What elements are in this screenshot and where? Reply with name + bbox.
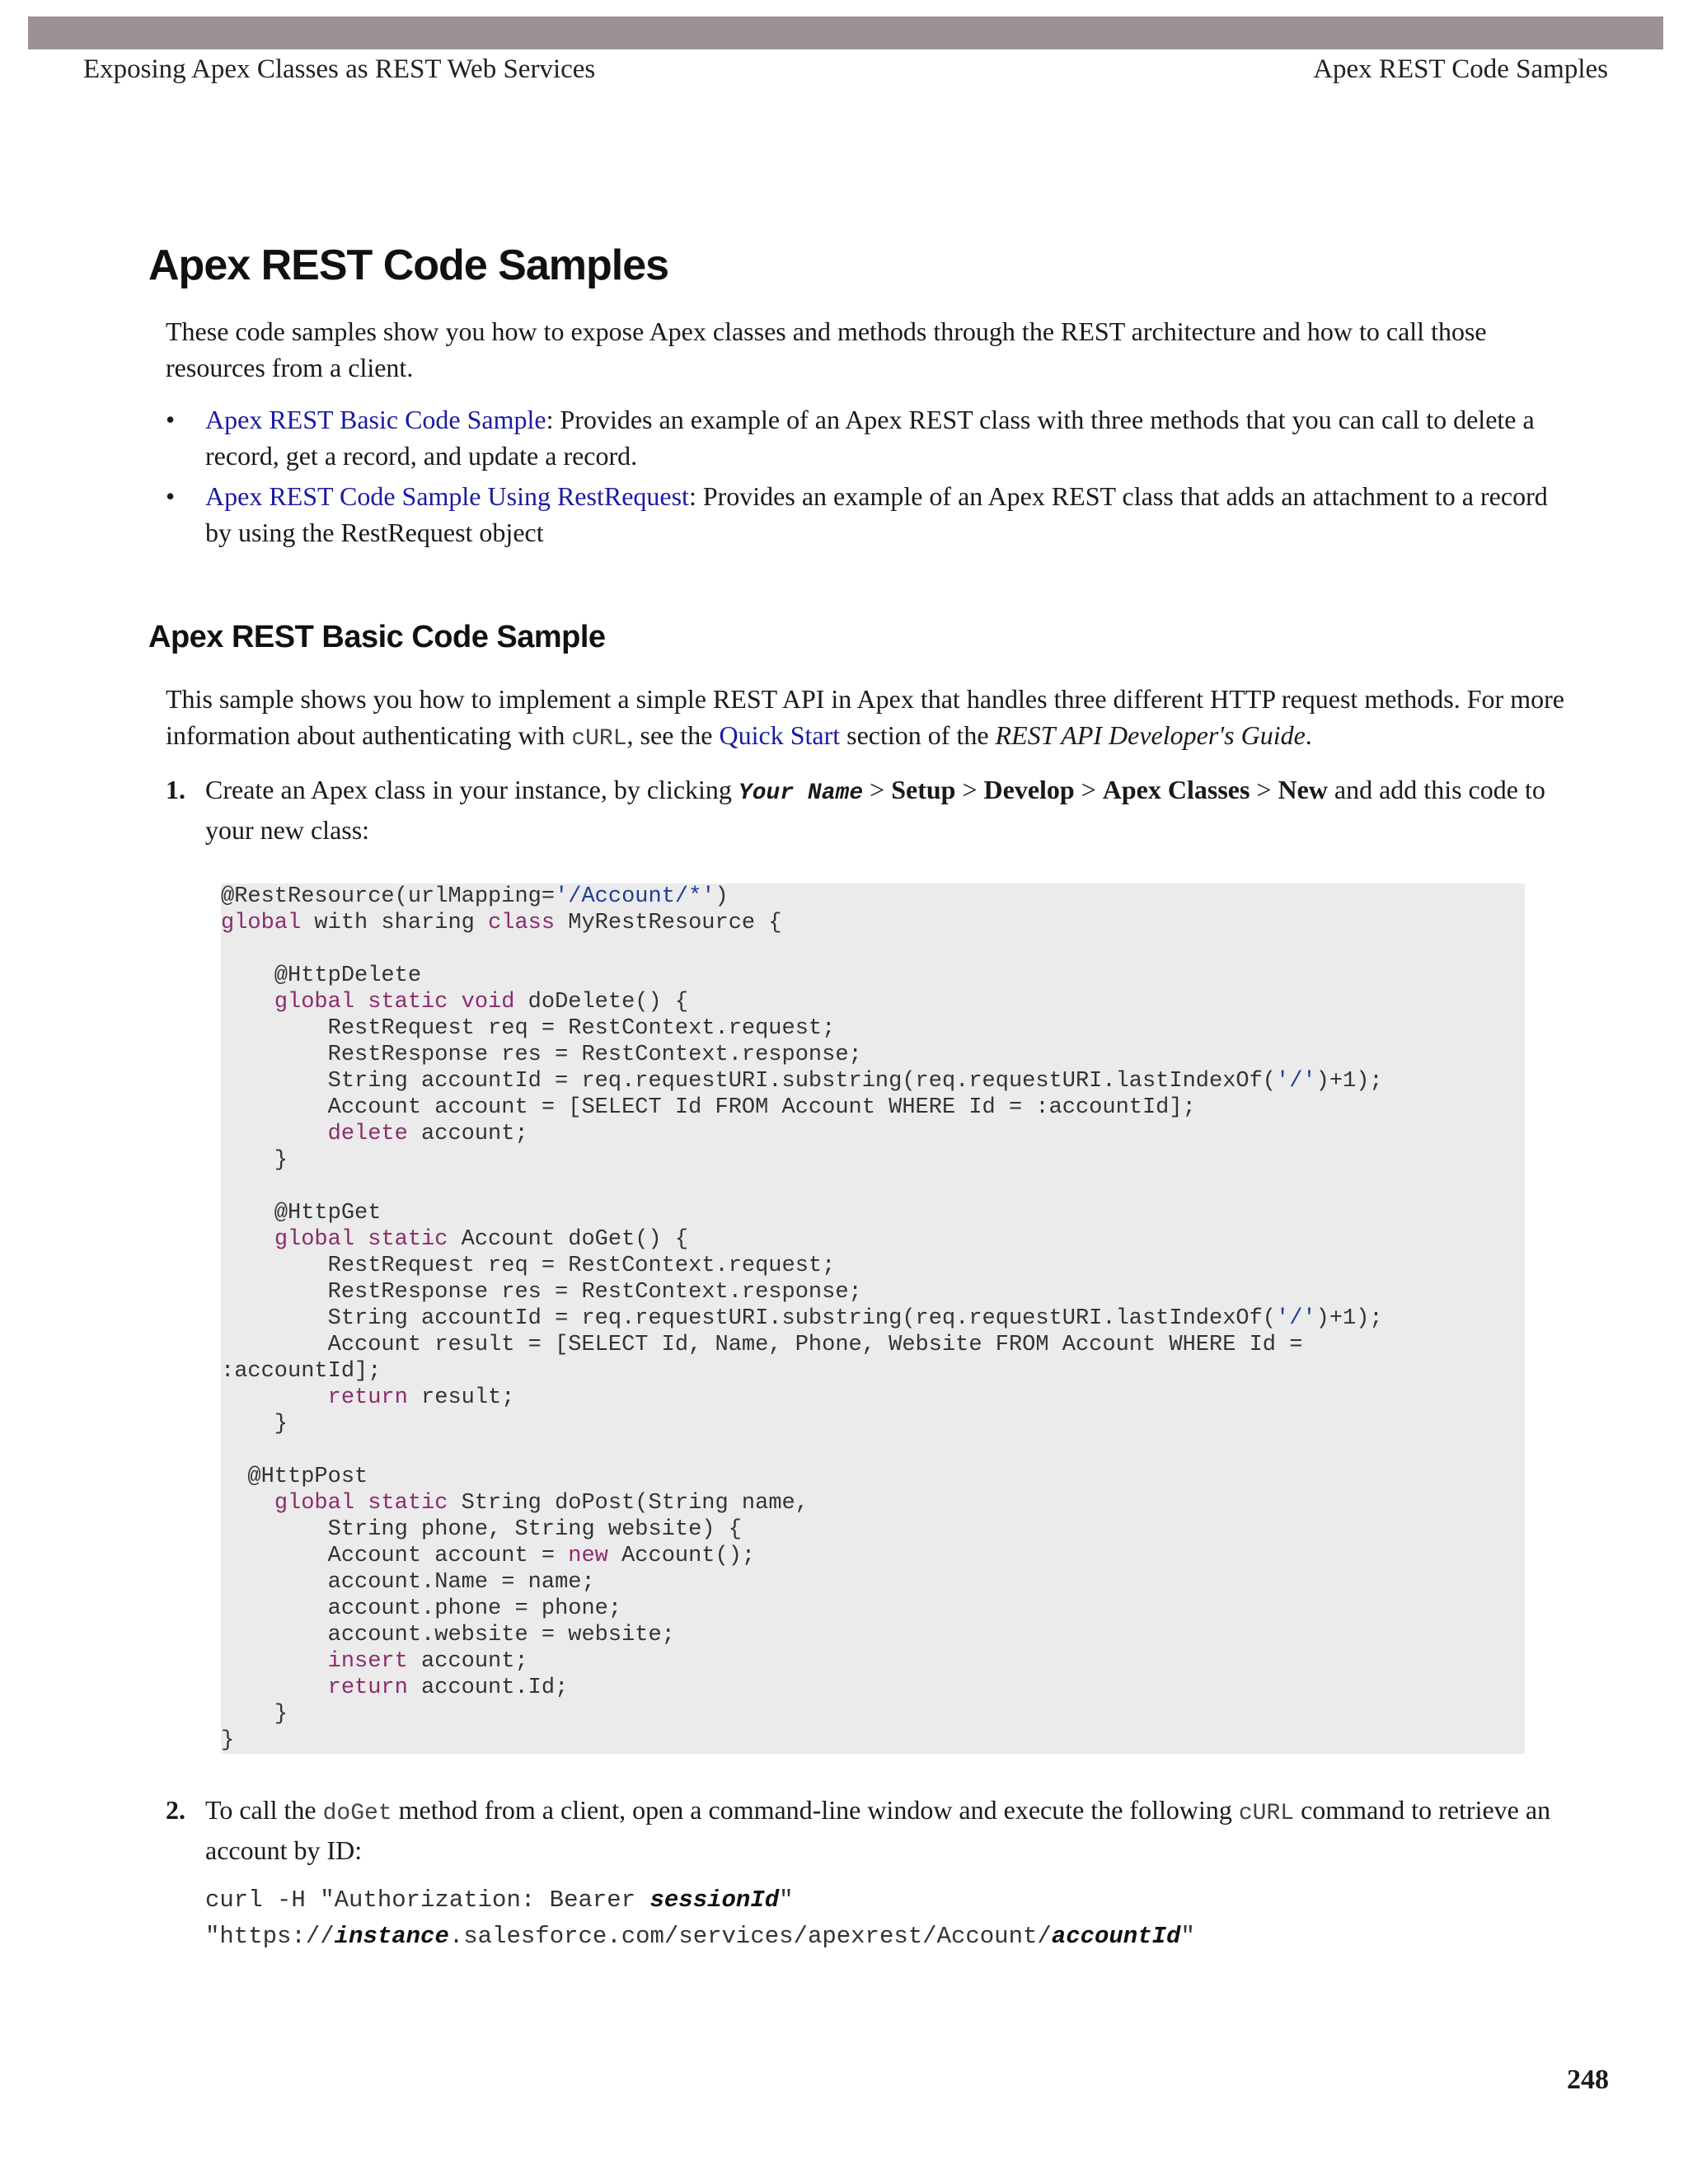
sample-list [166,401,1567,555]
step-2-text [166,1792,1567,1868]
ui-apex-classes: Apex Classes [1102,775,1250,804]
text: This sample shows you how to implement a simple REST API in Apex that handles three different HTTP request methods. For more information about authenticating with [166,684,1564,750]
inline-code: cURL [1238,1801,1295,1826]
text: . [1305,720,1312,750]
ui-setup: Setup [891,775,956,804]
step-2 [166,1792,1567,1868]
guide-title: REST API Developer's Guide [995,720,1306,750]
separator: > [955,775,984,804]
inline-code: cURL [571,726,627,752]
text: section of the [840,720,996,750]
section-title: Apex REST Basic Code Sample [148,620,606,654]
separator: > [1074,775,1103,804]
intro-paragraph: These code samples show you how to expose Apex classes and methods through the REST architecture and how to call those resources from a client. [166,316,1487,382]
section-paragraph [166,681,1567,757]
text: command to retrieve an account by ID: [205,1795,1551,1865]
list-item-text: : Provides an example of an Apex REST class with three methods that you can call to delete a record, get a record, and update a record. [205,405,1535,471]
ui-new: New [1278,775,1328,804]
text: and add this code to your new class: [205,775,1545,845]
step-1 [166,771,1567,848]
step-number: 1. [166,775,185,804]
code-block [221,883,1525,1754]
curl-command: curl -H "Authorization: Bearer sessionId" "https://instance.salesforce.com/services/apexrest/Account/accountId" [205,1886,1195,1950]
separator: > [863,775,892,804]
bullet-icon: • [166,481,176,511]
text: Create an Apex class in your instance, by clicking [205,775,738,804]
list-item [166,401,1567,474]
list-item-text: : Provides an example of an Apex REST class that adds an attachment to a record by using the RestRequest object [205,481,1548,547]
ui-your-name: Your Name [738,780,864,806]
link-restrequest-sample[interactable]: Apex REST Code Sample Using RestRequest [205,481,689,511]
list-item [166,478,1567,551]
link-quick-start[interactable]: Quick Start [719,720,841,750]
apex-code: @RestResource(urlMapping='/Account/*') global with sharing class MyRestResource { @HttpDelete global static void doDelete() { RestRequest req = RestContext.request; RestResponse res = RestContext.response; String accountId = req.requestURI.substring(req.requestURI.lastIndexOf('/')+1); Account account = [SELECT Id FROM Account WHERE Id = :accountId]; delete account; } @HttpGet global static Account doGet() { RestRequest req = RestContext.request; RestResponse res = RestContext.response; String accountId = req.requestURI.substring(req.requestURI.lastIndexOf('/')+1); Account result = [SELECT Id, Name, Phone, Website FROM Account WHERE Id = :accountId]; return result; } @HttpPost global static String doPost(String name, String phone, String website) { Account account = new Account(); account.Name = name; account.phone = phone; account.website = website; insert account; return account.Id; } } [221,884,1383,1753]
step-number: 2. [166,1795,185,1825]
running-header-chapter: Exposing Apex Classes as REST Web Services [83,54,596,84]
inline-code: doGet [322,1801,392,1826]
step-list [166,771,1567,848]
page-title: Apex REST Code Samples [148,241,669,289]
running-header-section: Apex REST Code Samples [1313,54,1608,84]
text: method from a client, open a command-line window and execute the following [392,1795,1239,1825]
text: , see the [626,720,720,750]
ui-develop: Develop [983,775,1075,804]
page-number: 248 [1567,2064,1609,2095]
bullet-icon: • [166,405,176,434]
separator: > [1250,775,1278,804]
text: To call the [205,1795,323,1825]
link-basic-code-sample[interactable]: Apex REST Basic Code Sample [205,405,546,434]
header-bar [28,16,1663,49]
